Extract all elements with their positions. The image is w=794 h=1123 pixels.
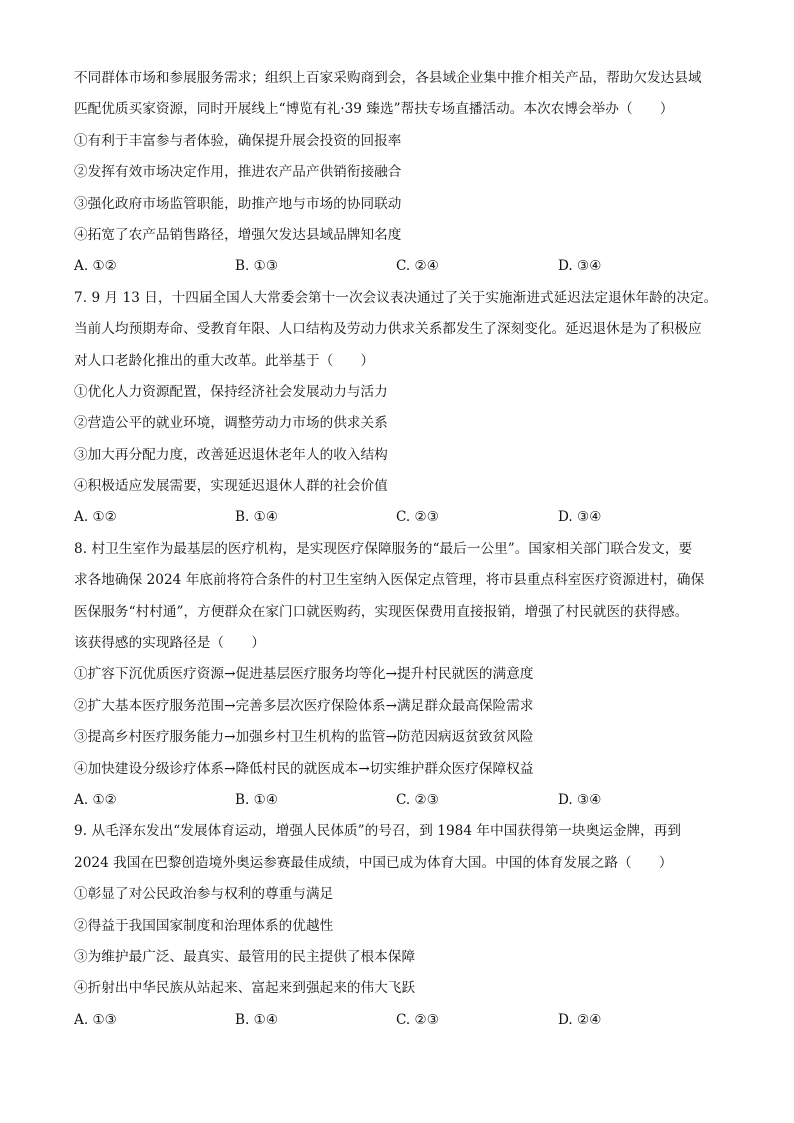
option-c[interactable]: C. ②④ bbox=[396, 258, 439, 275]
option-b[interactable]: B. ①④ bbox=[235, 509, 279, 526]
answer-options bbox=[74, 785, 724, 816]
question-stem-line: 7. 9 月 13 日，十四届全国人大常委会第十一次会议表决通过了关于实施渐进式延迟法定退休年龄的决定。 bbox=[74, 289, 718, 306]
option-b[interactable]: B. ①④ bbox=[235, 791, 279, 808]
option-a[interactable]: A. ①② bbox=[74, 509, 117, 526]
statement-item: ①扩容下沉优质医疗资源→促进基层医疗服务均等化→提升村民就医的满意度 bbox=[74, 666, 534, 683]
option-d[interactable]: D. ③④ bbox=[558, 791, 602, 808]
statement-item: ④折射出中华民族从站起来、富起来到强起来的伟大飞跃 bbox=[74, 980, 416, 997]
exam-page bbox=[74, 63, 724, 1036]
question-stem-line: 医保服务“村村通”，方便群众在家门口就医购药，实现医保费用直接报销，增强了村民就医的获得感。 bbox=[74, 603, 689, 620]
statement-item: ④积极适应发展需要，实现延迟退休人群的社会价值 bbox=[74, 478, 388, 495]
option-a[interactable]: A. ①② bbox=[74, 258, 117, 275]
statement-item: ③提高乡村医疗服务能力→加强乡村卫生机构的监管→防范因病返贫致贫风险 bbox=[74, 729, 534, 746]
statement-item: ④加快建设分级诊疗体系→降低村民的就医成本→切实维护群众医疗保障权益 bbox=[74, 760, 534, 777]
answer-options bbox=[74, 1005, 724, 1036]
option-a[interactable]: A. ①③ bbox=[74, 1011, 117, 1028]
question-stem-line: 该获得感的实现路径是（ ） bbox=[74, 635, 266, 652]
answer-options bbox=[74, 502, 724, 533]
statement-item: ①优化人力资源配置，保持经济社会发展动力与活力 bbox=[74, 383, 388, 400]
option-c[interactable]: C. ②③ bbox=[396, 791, 439, 808]
question-stem-line: 8. 村卫生室作为最基层的医疗机构，是实现医疗保障服务的“最后一公里”。国家相关部门联合发文，要 bbox=[74, 540, 693, 557]
question-7 bbox=[74, 283, 724, 534]
statement-item: ③加大再分配力度，改善延迟退休老年人的收入结构 bbox=[74, 446, 388, 463]
option-d[interactable]: D. ③④ bbox=[558, 258, 602, 275]
question-stem-line: 匹配优质买家资源，同时开展线上“博览有礼·39 臻选”帮扶专场直播活动。本次农博会举办（ ） bbox=[74, 101, 674, 118]
statement-item: ①彰显了对公民政治参与权利的尊重与满足 bbox=[74, 886, 334, 903]
option-c[interactable]: C. ②③ bbox=[396, 1011, 439, 1028]
statement-item: ②扩大基本医疗服务范围→完善多层次医疗保险体系→满足群众最高保险需求 bbox=[74, 697, 534, 714]
statement-item: ③为维护最广泛、最真实、最管用的民主提供了根本保障 bbox=[74, 948, 416, 965]
option-c[interactable]: C. ②③ bbox=[396, 509, 439, 526]
statement-item: ④拓宽了农产品销售路径，增强欠发达县域品牌知名度 bbox=[74, 226, 402, 243]
answer-options bbox=[74, 251, 724, 282]
option-b[interactable]: B. ①③ bbox=[235, 258, 279, 275]
question-stem-line: 2024 我国在巴黎创造境外奥运参赛最佳成绩，中国已成为体育大国。中国的体育发展之路（ ） bbox=[74, 854, 673, 871]
question-8 bbox=[74, 534, 724, 817]
question-stem-line: 当前人均预期寿命、受教育年限、人口结构及劳动力供求关系都发生了深刻变化。延迟退休是为了积极应 bbox=[74, 321, 702, 338]
question-9 bbox=[74, 816, 724, 1036]
statement-item: ②营造公平的就业环境，调整劳动力市场的供求关系 bbox=[74, 415, 388, 432]
option-d[interactable]: D. ③④ bbox=[558, 509, 602, 526]
question-stem-line: 不同群体市场和参展服务需求；组织上百家采购商到会，各县域企业集中推介相关产品，帮助欠发达县域 bbox=[74, 70, 702, 86]
option-a[interactable]: A. ①② bbox=[74, 791, 117, 808]
question-stem-line: 9. 从毛泽东发出“发展体育运动，增强人民体质”的号召，到 1984 年中国获得第一块奥运金牌，再到 bbox=[74, 823, 682, 840]
statement-item: ①有利于丰富参与者体验，确保提升展会投资的回报率 bbox=[74, 132, 402, 149]
statement-item: ②得益于我国国家制度和治理体系的优越性 bbox=[74, 917, 334, 934]
question-6-continued bbox=[74, 63, 724, 283]
question-stem-line: 求各地确保 2024 年底前将符合条件的村卫生室纳入医保定点管理，将市县重点科室医疗资源进村，确保 bbox=[74, 572, 705, 589]
statement-item: ③强化政府市场监管职能，助推产地与市场的协同联动 bbox=[74, 195, 402, 212]
statement-item: ②发挥有效市场决定作用，推进农产品产供销衔接融合 bbox=[74, 164, 402, 181]
option-b[interactable]: B. ①④ bbox=[235, 1011, 279, 1028]
question-stem-line: 对人口老龄化推出的重大改革。此举基于（ ） bbox=[74, 352, 375, 369]
option-d[interactable]: D. ②④ bbox=[558, 1011, 602, 1028]
